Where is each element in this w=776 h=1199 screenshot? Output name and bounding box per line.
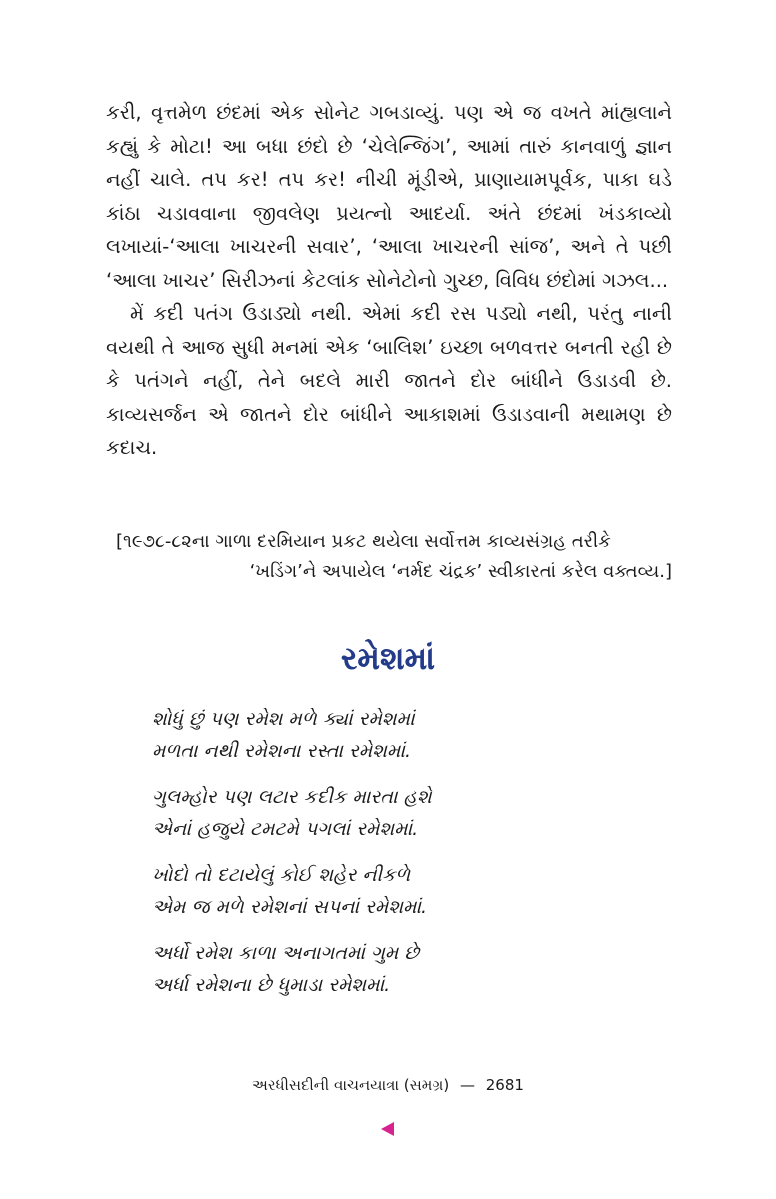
essay-text [106, 96, 672, 465]
poem-body [152, 703, 612, 1015]
poem-stanza-2 [152, 781, 612, 845]
poem-line: ગુલમ્હોર પણ લટાર કદીક મારતા હશે [152, 786, 432, 808]
poem-stanza-4 [152, 937, 612, 1001]
citation-line-2: ‘ખડિંગ’ને અપાયેલ ‘નર્મદ ચંદ્રક’ સ્વીકારતાં કરેલ વક્તવ્ય.] [249, 561, 672, 582]
page-number: 2681 [485, 1076, 524, 1094]
poem-line: એમ જ મળે રમેશનાં સપનાં રમેશમાં. [152, 896, 428, 918]
essay-paragraph-1: કરી, વૃત્તમેળ છંદમાં એક સોનેટ ગબડાવ્યું. પણ એ જ વખતે માંહ્યલાને કહ્યું કે મોટા! આ બધા છંદો છે ‘ચેલેન્જિંગ’, આમાં તારું કાનવાળું જ્ઞાન નહીં ચાલે. તપ કર! તપ કર! નીચી મૂંડીએ, પ્રાણાયામપૂર્વક, પાકા ઘડે કાંઠા ચડાવવાના જીવલેણ પ્રયત્નો આદર્યા. અંતે છંદમાં ખંડકાવ્યો લખાયાં-‘આલા ખાચરની સવાર’, ‘આલા ખાચરની સાંજ’, અને તે પછી ‘આલા ખાચર’ સિરીઝનાં કેટલાંક સોનેટોનો ગુચ્છ, વિવિધ છંદોમાં ગઝલ... [106, 101, 672, 292]
essay-paragraph-2: મેં કદી પતંગ ઉડાડ્યો નથી. એમાં કદી રસ પડ્યો નથી, પરંતુ નાની વયથી તે આજ સુધી મનમાં એક ‘બાલિશ’ ઇચ્છા બળવત્તર બનતી રહી છે કે પતંગને નહીં, તેને બદલે મારી જાતને દોર બાંધીને ઉડાડવી છે. કાવ્યસર્જન એ જાતને દોર બાંધીને આકાશમાં ઉડાડવાની મથામણ છે કદાચ. [106, 302, 672, 459]
poem-stanza-1 [152, 703, 612, 767]
poem-line: મળતા નથી રમેશના રસ્તા રમેશમાં. [152, 740, 411, 762]
poem-line: શોધું છું પણ રમેશ મળે ક્યાં રમેશમાં [152, 708, 415, 730]
poem-title: રમેશમાં [340, 639, 436, 677]
poem-line: ખોદો તો દટાયેલું કોઈ શહેર નીકળે [152, 864, 411, 886]
poem-line: એનાં હજુયે ટમટમે પગલાં રમેશમાં. [152, 818, 419, 840]
footer-separator: — [459, 1076, 475, 1094]
poem-line: અર્ધા રમેશના છે ધુમાડા રમેશમાં. [152, 974, 391, 996]
citation-line-1: [૧૯૭૮-૮૨ના ગાળા દરમિયાન પ્રકટ થયેલા સર્વોત્તમ કાવ્યસંગ્રહ તરીકે [116, 531, 611, 552]
poem-stanza-3 [152, 859, 612, 923]
page-footer [0, 1074, 776, 1096]
previous-page-arrow-icon[interactable] [381, 1122, 394, 1136]
citation-note [116, 527, 672, 587]
book-title: અરધીસદીની વાચનયાત્રા (સમગ્ર) [252, 1076, 450, 1094]
poem-line: અર્ધો રમેશ કાળા અનાગતમાં ગુમ છે [152, 942, 419, 964]
